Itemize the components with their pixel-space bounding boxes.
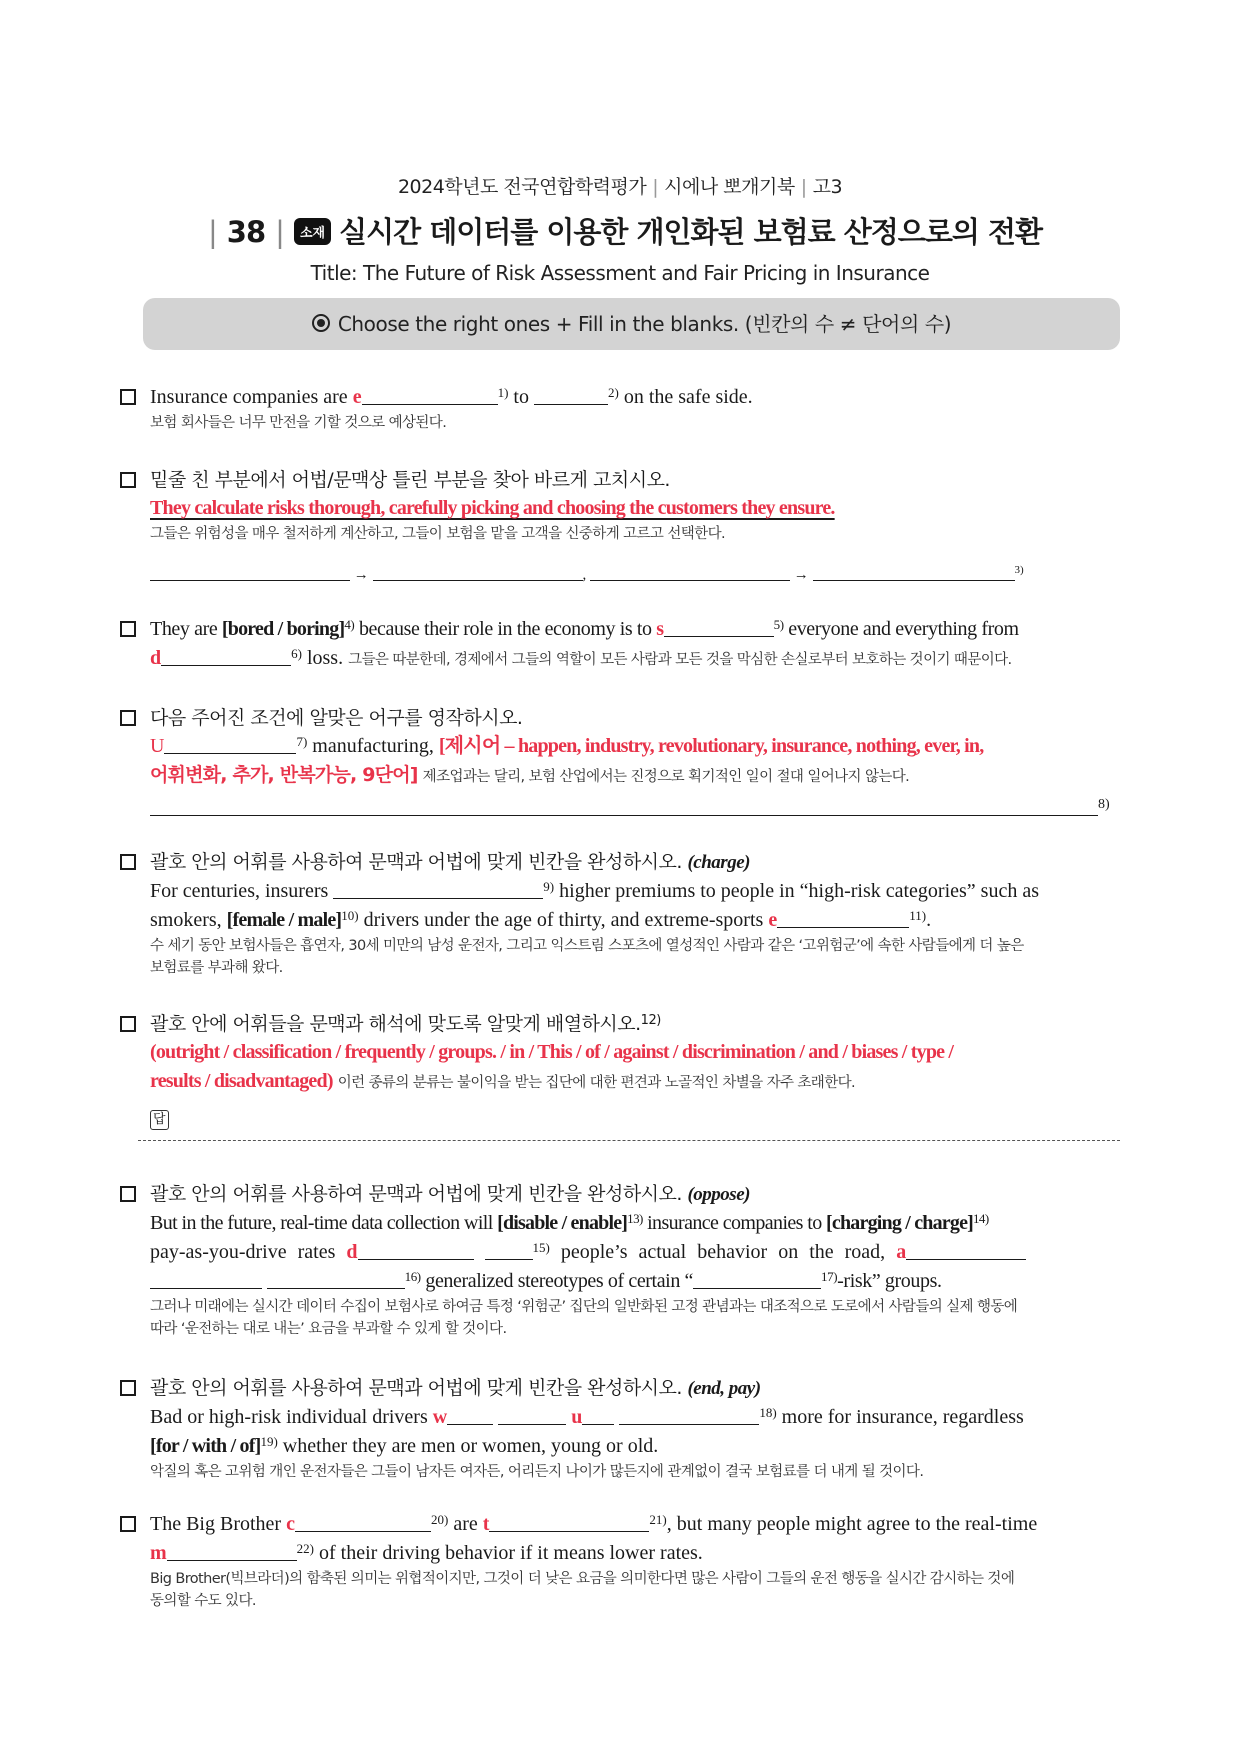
word-bank: (outright / classification / frequently / groups. / in / This / of / against / discrimination / and / biases / type / <box>150 1041 954 1063</box>
blank-number: 6) <box>291 646 302 661</box>
text: , <box>582 567 587 583</box>
text: are <box>448 1513 483 1535</box>
blank-number: 13) <box>627 1211 643 1226</box>
blank-number: 10) <box>341 908 359 923</box>
word-condition: 어휘변화, 추가, 반복가능, 9단어] <box>150 764 418 786</box>
topic-badge: 소재 <box>294 218 331 245</box>
blank-number: 8) <box>1098 797 1110 812</box>
blank-7[interactable] <box>164 735 296 754</box>
correct-word-blank[interactable] <box>373 562 583 581</box>
question-sentence-cont <box>150 906 1120 935</box>
question-9 <box>120 1510 1120 1612</box>
hint-letter: c <box>286 1513 295 1535</box>
translation: 그들은 따분한데, 경제에서 그들의 역할이 모든 사람과 모든 것을 막심한 손실로부터 보호하는 것이기 때문이다. <box>348 652 1012 668</box>
instruction: 다음 주어진 조건에 알맞은 어구를 영작하시오. <box>150 707 523 729</box>
question-sentence <box>150 1510 1120 1539</box>
checkbox-icon[interactable] <box>120 621 136 637</box>
choice-bracket[interactable]: [disable / enable] <box>497 1212 628 1234</box>
instruction <box>150 848 1120 877</box>
question-sentence <box>150 877 1120 906</box>
blank-1[interactable] <box>362 386 498 405</box>
text: But in the future, real-time data collection will <box>150 1212 498 1234</box>
blank-number: 20) <box>430 1512 449 1527</box>
blank-21[interactable] <box>489 1513 649 1532</box>
instruction-text: 괄호 안의 어휘를 사용하여 문맥과 어법에 맞게 빈칸을 완성하시오. <box>150 851 682 873</box>
word-bank-cont <box>150 1067 1120 1096</box>
instruction-text: 괄호 안의 어휘를 사용하여 문맥과 어법에 맞게 빈칸을 완성하시오. <box>150 1377 682 1399</box>
hint-letter: a <box>896 1241 907 1263</box>
blank-20[interactable] <box>295 1513 431 1532</box>
question-3 <box>120 615 1120 673</box>
grade: 고3 <box>812 176 843 198</box>
instruction-text: 괄호 안에 어휘들을 문맥과 해석에 맞도록 알맞게 배열하시오. <box>150 1013 641 1035</box>
blank-number: 22) <box>296 1541 315 1556</box>
question-2 <box>120 466 1120 590</box>
choice-bracket[interactable]: [bored / boring] <box>221 618 345 640</box>
hint-letter: e <box>768 909 778 931</box>
text: Insurance companies are <box>150 386 353 408</box>
condition-cont <box>150 761 1120 790</box>
translation: 악질의 혹은 고위험 개인 운전자들은 그들이 남자든 여자든, 어리든지 나이가 많든지에 관계없이 결국 보험료를 더 내게 될 것이다. <box>150 1464 924 1480</box>
answer-row <box>150 794 1120 823</box>
instruction <box>150 1010 1120 1038</box>
question-7 <box>120 1180 1120 1340</box>
keyword: (oppose) <box>687 1184 750 1205</box>
text: The Big Brother <box>150 1513 287 1535</box>
translation: 그들은 위험성을 매우 철저하게 계산하고, 그들이 보험을 맡을 고객을 신중하게 고르고 선택한다. <box>150 526 725 542</box>
series-name: 시에나 뽀개기북 <box>664 176 795 198</box>
translation: 그러나 미래에는 실시간 데이터 수집이 보험사로 하여금 특정 ‘위험군’ 집단의 일반화된 고정 관념과는 대조적으로 도로에서 사람들의 실제 행동에 <box>150 1299 1018 1315</box>
instruction-text: 괄호 안의 어휘를 사용하여 문맥과 어법에 맞게 빈칸을 완성하시오. <box>150 1183 682 1205</box>
word-bank: results / disadvantaged) <box>150 1070 333 1092</box>
hint-letter: w <box>432 1406 448 1428</box>
text: drivers under the age of thirty, and extreme-sports <box>358 909 769 931</box>
text: because their role in the economy is to <box>354 618 657 640</box>
text: For centuries, insurers <box>150 880 334 902</box>
question-1 <box>120 383 1120 434</box>
instruction <box>150 1180 1120 1209</box>
blank-number: 17) <box>821 1269 838 1284</box>
blank-18c[interactable] <box>582 1406 614 1425</box>
blank-15b[interactable] <box>485 1241 533 1260</box>
blank-number: 9) <box>543 879 555 894</box>
blank-18d[interactable] <box>619 1406 759 1425</box>
hand-point-icon <box>312 314 330 332</box>
wrong-word-blank[interactable] <box>150 562 350 581</box>
blank-18b[interactable] <box>498 1406 566 1425</box>
text: -risk” groups. <box>837 1270 942 1292</box>
divider: | <box>208 215 217 249</box>
question-5 <box>120 848 1120 979</box>
divider: | <box>275 215 284 249</box>
hint-letter: d <box>150 647 162 669</box>
blank-number: 21) <box>649 1512 667 1527</box>
text: . <box>926 909 932 931</box>
hint-letter: s <box>656 618 664 640</box>
translation-cont: 따라 ‘운전하는 대로 내는’ 요금을 부과할 수 있게 할 것이다. <box>150 1321 507 1337</box>
correct-word-blank[interactable] <box>813 562 1015 581</box>
hint-letter: t <box>482 1513 490 1535</box>
question-sentence <box>150 383 1120 412</box>
question-sentence <box>150 1209 1120 1238</box>
blank-15a[interactable] <box>358 1241 474 1260</box>
text: higher premiums to people in “high-risk categories” such as <box>554 880 1040 902</box>
choice-bracket[interactable]: [for / with / of] <box>150 1435 261 1457</box>
keyword: (charge) <box>687 852 750 873</box>
question-sentence <box>150 1403 1120 1432</box>
answer-area[interactable] <box>150 1110 1120 1130</box>
blank-number: 4) <box>344 617 355 632</box>
divider: | <box>800 176 807 198</box>
blank-number: 15) <box>532 1240 550 1255</box>
text: whether they are men or women, young or old. <box>277 1435 659 1457</box>
question-6 <box>120 1010 1120 1130</box>
checkbox-icon[interactable] <box>120 710 136 726</box>
title-korean: 실시간 데이터를 이용한 개인화된 보험료 산정으로의 전환 <box>339 215 1042 249</box>
question-sentence <box>150 732 1120 761</box>
blank-17[interactable] <box>693 1270 821 1289</box>
hint-letter: u <box>571 1406 583 1428</box>
correction-row <box>150 561 1120 590</box>
blank-number: 3) <box>1014 564 1024 576</box>
page-title <box>0 210 1240 251</box>
text: manufacturing, <box>307 735 439 757</box>
blank-number: 2) <box>607 385 619 400</box>
checkbox-icon[interactable] <box>120 1380 136 1396</box>
blank-number: 16) <box>404 1269 421 1284</box>
text: loss. <box>301 647 344 669</box>
blank-22[interactable] <box>167 1542 297 1561</box>
translation: 제조업과는 달리, 보험 산업에서는 진정으로 획기적인 일이 절대 일어나지 않는다. <box>422 769 910 785</box>
instruction <box>150 1374 1120 1403</box>
blank-5[interactable] <box>664 618 774 637</box>
hint-letter: d <box>346 1241 358 1263</box>
hint-letter: m <box>150 1542 167 1564</box>
blank-number: 19) <box>260 1434 278 1449</box>
blank-6[interactable] <box>161 647 291 666</box>
text: Bad or high-risk individual drivers <box>150 1406 433 1428</box>
title-english: Title: The Future of Risk Assessment and Fair Pricing in Insurance <box>310 261 930 285</box>
arrow-icon: → <box>793 567 809 583</box>
text: to <box>508 386 534 408</box>
answer-label: 답 <box>150 1110 169 1130</box>
keyword: (end, pay) <box>687 1378 761 1399</box>
blank-18a[interactable] <box>447 1406 493 1425</box>
question-sentence-cont <box>150 1432 1120 1461</box>
blank-16c[interactable] <box>267 1270 405 1289</box>
blank-11[interactable] <box>777 909 909 928</box>
blank-number: 5) <box>773 617 784 632</box>
banner-text: Choose the right ones + Fill in the blanks. (빈칸의 수 ≠ 단어의 수) <box>337 312 952 336</box>
text: They are <box>150 618 222 640</box>
exam-subtitle <box>0 172 1240 199</box>
blank-8[interactable] <box>150 797 1098 816</box>
text: everyone and everything from <box>783 618 1019 640</box>
choice-bracket[interactable]: [female / male] <box>226 909 342 931</box>
translation: Big Brother(빅브라더)의 함축된 의미는 위협적이지만, 그것이 더 낮은 요금을 의미한다면 많은 사람이 그들의 운전 행동을 실시간 감시하는 것에 <box>150 1571 1015 1587</box>
blank-9[interactable] <box>333 880 543 899</box>
translation: 보험 회사들은 너무 만전을 기할 것으로 예상된다. <box>150 415 447 431</box>
checkbox-icon[interactable] <box>120 389 136 405</box>
divider: | <box>652 176 659 198</box>
text: on the safe side. <box>618 386 753 408</box>
word-condition: [제시어 – happen, industry, revolutionary, insurance, nothing, ever, in, <box>438 735 984 757</box>
question-sentence <box>150 615 1120 644</box>
checkbox-icon[interactable] <box>120 1016 136 1032</box>
arrow-icon: → <box>353 567 369 583</box>
blank-number: 14) <box>973 1211 989 1226</box>
translation: 수 세기 동안 보험사들은 흡연자, 30세 미만의 남성 운전자, 그리고 익스트림 스포츠에 열성적인 사람과 같은 ‘고위험군’에 속한 사람들에게 더 높은 <box>150 938 1024 954</box>
answer-dashed-line <box>138 1140 1120 1141</box>
blank-number: 11) <box>909 908 927 923</box>
blank-number: 7) <box>296 734 308 749</box>
choice-bracket[interactable]: [charging / charge] <box>826 1212 974 1234</box>
text: people’s actual behavior on the road, <box>549 1241 897 1263</box>
question-sentence-cont <box>150 1267 1120 1296</box>
question-8 <box>120 1374 1120 1483</box>
text: pay-as-you-drive rates <box>150 1241 347 1263</box>
text: generalized stereotypes of certain “ <box>420 1270 694 1292</box>
text: , but many people might agree to the real-time <box>666 1513 1038 1535</box>
exam-name: 2024학년도 전국연합학력평가 <box>397 176 647 198</box>
question-sentence-cont <box>150 1238 1120 1267</box>
translation: 이런 종류의 분류는 불이익을 받는 집단에 대한 편견과 노골적인 차별을 자주 초래한다. <box>337 1075 856 1091</box>
question-4 <box>120 704 1120 823</box>
blank-number: 1) <box>497 385 509 400</box>
hint-letter: U <box>150 735 165 757</box>
checkbox-icon[interactable] <box>120 1516 136 1532</box>
checkbox-icon[interactable] <box>120 1186 136 1202</box>
translation-cont: 동의할 수도 있다. <box>150 1593 256 1609</box>
translation-cont: 보험료를 부과해 왔다. <box>150 960 283 976</box>
text: insurance companies to <box>642 1212 827 1234</box>
hint-letter: e <box>352 386 362 408</box>
blank-16a[interactable] <box>906 1241 1026 1260</box>
blank-16b[interactable] <box>150 1270 262 1289</box>
underlined-sentence: They calculate risks thorough, carefully picking and choosing the customers they ensure. <box>150 497 835 519</box>
instruction: 밑줄 친 부분에서 어법/문맥상 틀린 부분을 찾아 바르게 고치시오. <box>150 469 670 491</box>
checkbox-icon[interactable] <box>120 854 136 870</box>
wrong-word-blank[interactable] <box>590 562 790 581</box>
text: of their driving behavior if it means lower rates. <box>314 1542 703 1564</box>
text: more for insurance, regardless <box>776 1406 1024 1428</box>
text: smokers, <box>150 909 227 931</box>
checkbox-icon[interactable] <box>120 472 136 488</box>
question-sentence-cont <box>150 1539 1120 1568</box>
blank-number: 12) <box>640 1013 661 1028</box>
blank-2[interactable] <box>534 386 608 405</box>
blank-number: 18) <box>759 1405 777 1420</box>
question-sentence-cont <box>150 644 1120 673</box>
instruction-banner <box>143 298 1120 350</box>
question-number: 38 <box>226 215 266 249</box>
